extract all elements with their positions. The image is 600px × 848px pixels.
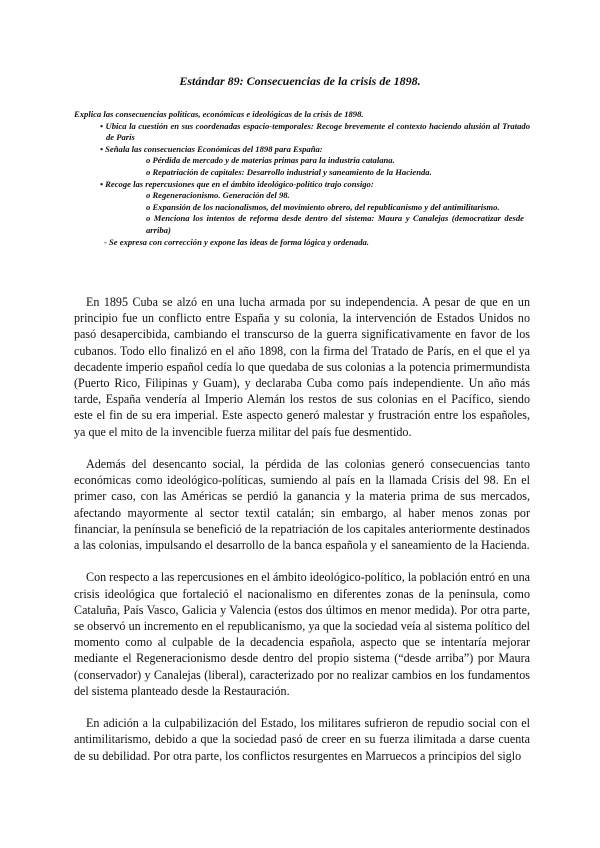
page-title: Estándar 89: Consecuencias de la crisis de 1898. <box>179 74 421 88</box>
body-paragraph: En adición a la culpabilización del Estado, los militares sufrieron de repudio social con el antimilitarismo, debido a que la sociedad pasó de creer en su fuerza ilimitada a darse cuenta de su debilidad. Por otra parte, los conflictos resurgentes en Marruecos a principios del siglo <box>74 716 530 763</box>
standard-item: • Recoge las repercusiones que en el ámbito ideológico-político trajo consigo: <box>100 178 374 189</box>
body-paragraph: Además del desencanto social, la pérdida de las colonias generó consecuencias tanto económicas como ideológico-políticas, sumiendo al país en la llamada Crisis del 98. En el primer caso, con las Américas se perdió la ganancia y la materia prima de sus mercados, afectando mayormente al sector textil catalán; sin embargo, al haber menos zonas por financiar, la península se benefició de la repatriación de los capitales anteriormente destinados a las colonias, impulsando el desarrollo de la banca española y el saneamiento de la Hacienda. <box>74 457 530 553</box>
standard-item: • Ubica la cuestión en sus coordenadas espacio-temporales: Recoge brevemente el contexto haciendo alusión al Tratado de París <box>100 120 530 143</box>
standard-subitem: o Pérdida de mercado y de materias primas para la industria catalana. <box>146 155 395 166</box>
essay-body <box>74 294 530 780</box>
standard-intro: Explica las consecuencias políticas, económicas e ideológicas de la crisis de 1898. <box>74 109 364 119</box>
standard-item: • Señala las consecuencias Económicas del 1898 para España: <box>100 143 323 154</box>
standard-block <box>74 109 530 248</box>
standard-subitem: o Repatriación de capitales: Desarrollo industrial y saneamiento de la Hacienda. <box>146 166 432 177</box>
body-paragraph: Con respecto a las repercusiones en el ámbito ideológico-político, la población entró en una crisis ideológica que fortaleció el nacionalismo en diferentes zonas de la península, como Cataluña, País Vasco, Galicia y Valencia (estos dos últimos en menor medida). Por otra parte, se observó un incremento en el republicanismo, ya que la sociedad veía al sistema político del momento como al culpable de la decadencia española, aspecto que se intentaría mejorar mediante el Regeneracionismo desde dentro del propio sistema (“desde arriba”) por Maura (conservador) y Canalejas (liberal), caracterizado por no realizar cambios en los fundamentos del sistema planteado desde la Restauración. <box>74 570 530 698</box>
standard-item: - Se expresa con corrección y expone las ideas de forma lógica y ordenada. <box>104 236 369 247</box>
standard-subitem: o Menciona los intentos de reforma desde dentro del sistema: Maura y Canalejas (democratizar desde arriba) <box>146 213 524 235</box>
standard-subitem: o Regeneracionismo. Generación del 98. <box>146 190 290 201</box>
standard-subitem: o Expansión de los nacionalismos, del movimiento obrero, del republicanismo y del antimilitarismo. <box>146 201 500 212</box>
body-paragraph: En 1895 Cuba se alzó en una lucha armada por su independencia. A pesar de que en un principio fue un conflicto entre España y su colonia, la intervención de Estados Unidos no pasó desapercibida, cambiando el transcurso de la guerra significativamente en favor de los cubanos. Todo ello finalizó en el año 1898, con la firma del Tratado de París, en el que el ya decadente imperio español cedía lo que quedaba de sus colonias a la potencia primermundista (Puerto Rico, Filipinas y Guam), y declaraba Cuba como país independiente. Un año más tarde, España vendería al Imperio Alemán los restos de sus colonias en el Pacífico, siendo este el fin de su era imperial. Este aspecto generó malestar y frustración entre los españoles, ya que el mito de la invencible fuerza militar del país fue desmentido. <box>74 295 530 439</box>
